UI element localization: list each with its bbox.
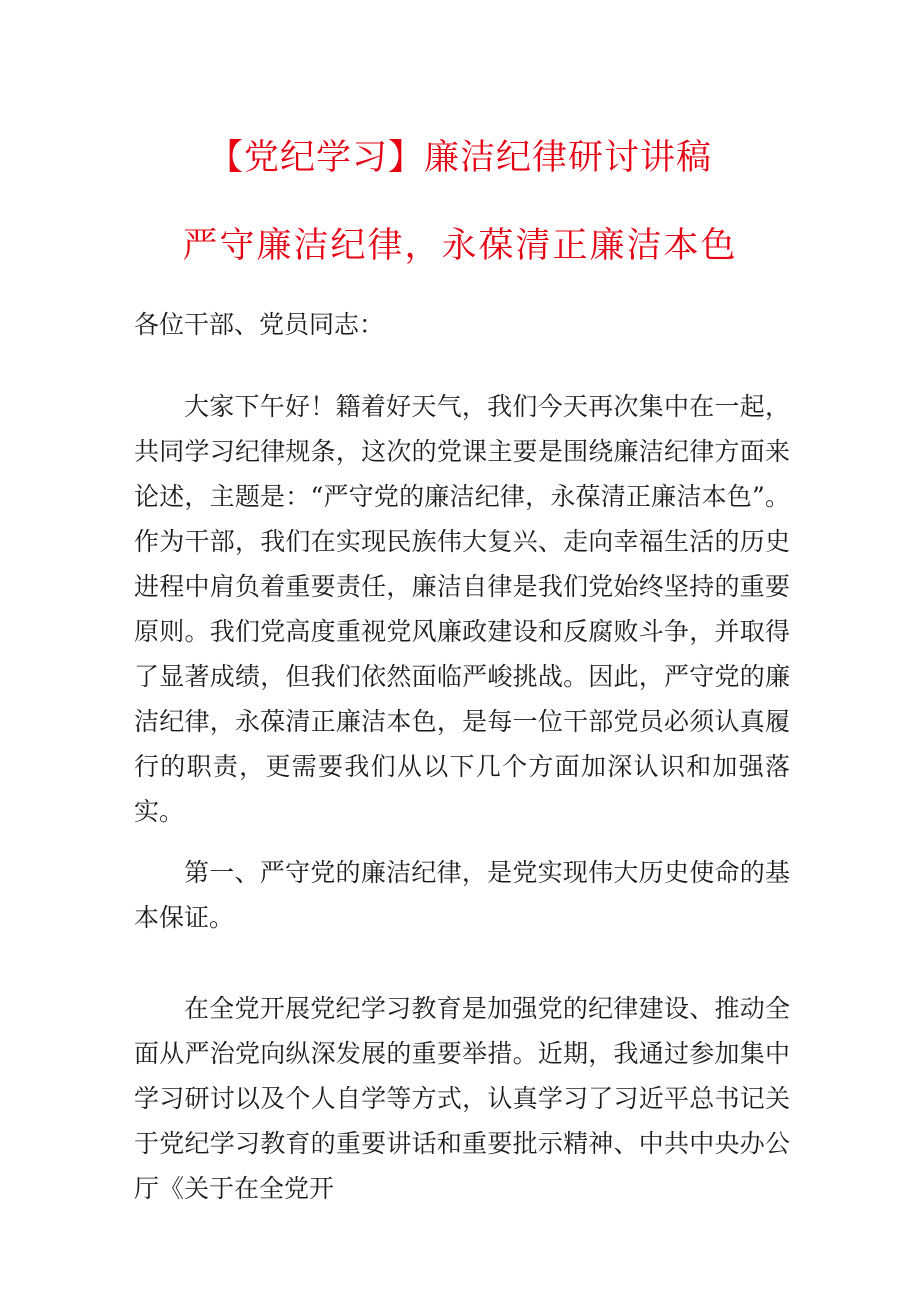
document-subtitle: 严守廉洁纪律，永葆清正廉洁本色 (182, 226, 738, 266)
salutation: 各位干部、党员同志： (134, 310, 385, 339)
paragraph-section-heading: 第一、严守党的廉洁纪律，是党实现伟大历史使命的基本保证。 (134, 858, 790, 932)
document-title: 【党纪学习】廉洁纪律研讨讲稿 (207, 138, 712, 178)
paragraph-body: 在全党开展党纪学习教育是加强党的纪律建设、推动全面从严治党向纵深发展的重要举措。近期，我通过参加集中学习研讨以及个人自学等方式，认真学习了习近平总书记关于党纪学习教育的重要讲话和重要批示精神、中共中央办公厅《关于在全党开 (134, 994, 790, 1203)
paragraph-intro: 大家下午好！籍着好天气，我们今天再次集中在一起，共同学习纪律规条，这次的党课主要是围绕廉洁纪律方面来论述，主题是：“严守党的廉洁纪律，永葆清正廉洁本色”。作为干部，我们在实现民族伟大复兴、走向幸福生活的历史进程中肩负着重要责任，廉洁自律是我们党始终坚持的重要原则。我们党高度重视党风廉政建设和反腐败斗争，并取得了显著成绩，但我们依然面临严峻挑战。因此，严守党的廉洁纪律，永葆清正廉洁本色，是每一位干部党员必须认真履行的职责，更需要我们从以下几个方面加深认识和加强落实。 (134, 392, 790, 826)
